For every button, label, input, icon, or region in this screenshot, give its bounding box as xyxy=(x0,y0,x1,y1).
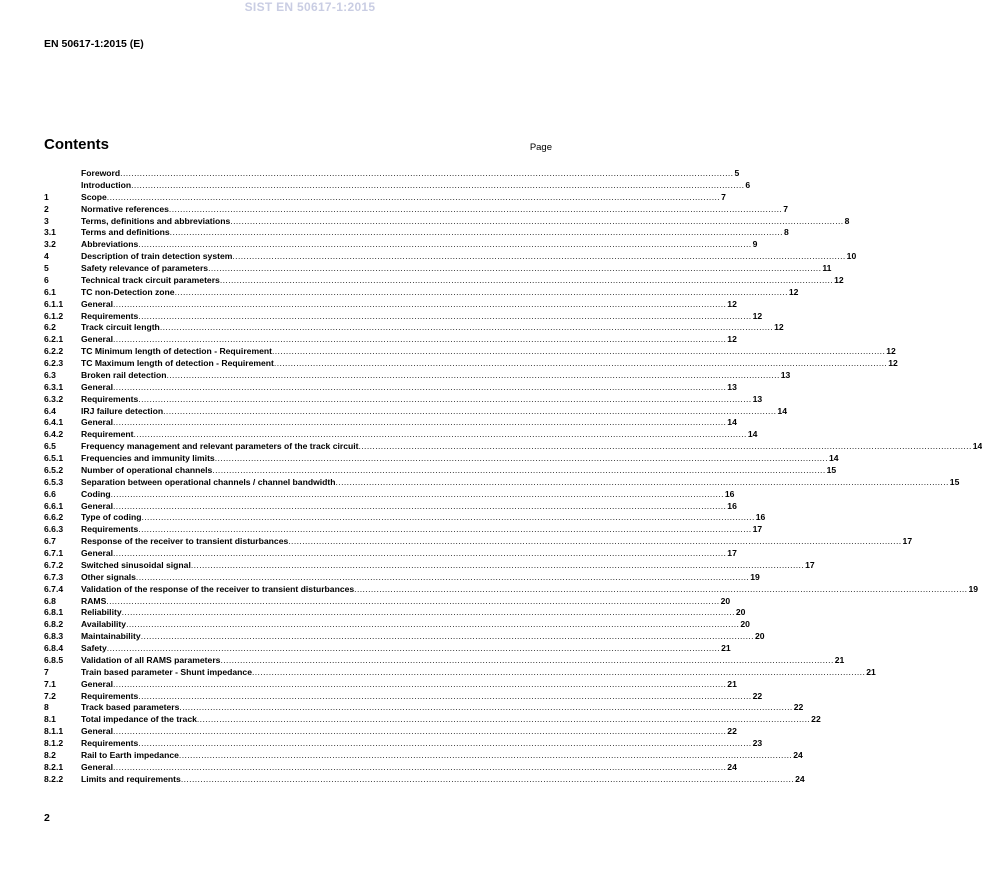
toc-entry[interactable] xyxy=(44,334,737,346)
toc-entry[interactable] xyxy=(44,595,731,608)
toc-entry-number: 6.2.2 xyxy=(44,346,64,357)
toc-entry[interactable] xyxy=(44,512,766,524)
toc-entry[interactable] xyxy=(44,678,737,691)
toc-entry[interactable] xyxy=(44,274,844,287)
toc-entry-number: 6.8.1 xyxy=(44,607,64,618)
toc-entry-number: 3.2 xyxy=(44,239,56,250)
toc-entry-title: Technical track circuit parameters xyxy=(81,274,220,285)
dot-leader: ............................................................................................................................................................................................................................ xyxy=(335,476,949,487)
toc-entry-page: 24 xyxy=(795,773,805,784)
toc-entry-number: 6.8.2 xyxy=(44,619,64,630)
toc-entry-title: General xyxy=(81,761,114,772)
toc-entry[interactable] xyxy=(44,358,898,370)
dot-leader: ............................................................................................................................................................................................................................ xyxy=(140,631,754,642)
toc-entry-number: 6.5.2 xyxy=(44,464,64,475)
toc-entry[interactable] xyxy=(44,179,751,192)
toc-entry-number: 7.2 xyxy=(44,690,56,701)
toc-entry-page: 19 xyxy=(968,583,979,594)
toc-entry-title: Type of coding xyxy=(81,512,142,523)
toc-entry-title: Number of operational channels xyxy=(81,464,213,475)
document-id: EN 50617-1:2015 (E) xyxy=(44,38,144,50)
dot-leader: ............................................................................................................................................................................................................................ xyxy=(106,643,721,653)
toc-entry-page: 13 xyxy=(780,369,791,380)
toc-entry-number: 7 xyxy=(44,666,49,677)
dot-leader: ............................................................................................................................................................................................................................ xyxy=(180,773,795,784)
toc-entry-title: Switched sinusoidal signal xyxy=(81,559,191,570)
dot-leader: ............................................................................................................................................................................................................................ xyxy=(138,239,752,250)
toc-entry-number: 6.7.3 xyxy=(44,571,64,582)
toc-entry[interactable] xyxy=(44,227,789,239)
toc-entry[interactable] xyxy=(44,571,760,584)
toc-entry[interactable] xyxy=(44,583,979,596)
toc-entry-page: 22 xyxy=(793,702,804,713)
toc-entry[interactable] xyxy=(44,536,913,548)
toc-entry-page: 9 xyxy=(752,239,758,250)
dot-leader: ............................................................................................................................................................................................................................ xyxy=(138,524,752,535)
toc-entry-number: 6.2.1 xyxy=(44,334,64,345)
dot-leader: ............................................................................................................................................................................................................................ xyxy=(138,310,752,321)
toc-entry-number: 6.6.3 xyxy=(44,524,64,535)
toc-entry-number: 2 xyxy=(44,203,49,214)
toc-entry[interactable] xyxy=(44,773,805,786)
dot-leader: ............................................................................................................................................................................................................................ xyxy=(273,358,888,368)
dot-leader: ............................................................................................................................................................................................................................ xyxy=(220,654,834,665)
toc-entry[interactable] xyxy=(44,654,845,667)
toc-entry-number: 3 xyxy=(44,215,49,226)
toc-entry-page: 22 xyxy=(752,690,763,701)
dot-leader: ............................................................................................................................................................................................................................ xyxy=(212,464,826,475)
toc-entry[interactable] xyxy=(44,369,791,382)
toc-entry-number: 6 xyxy=(44,274,49,285)
toc-entry-page: 16 xyxy=(724,488,735,499)
dot-leader: ............................................................................................................................................................................................................................ xyxy=(113,548,727,558)
toc-entry-title: Requirements xyxy=(81,524,139,535)
toc-entry-title: Track based parameters xyxy=(81,702,180,713)
toc-entry-page: 6 xyxy=(745,179,751,190)
toc-entry[interactable] xyxy=(44,310,763,323)
toc-entry-page: 12 xyxy=(888,358,898,368)
toc-entry[interactable] xyxy=(44,453,839,465)
dot-leader: ............................................................................................................................................................................................................................ xyxy=(251,666,866,677)
toc-entry-title: Availability xyxy=(81,619,127,630)
dot-leader: ............................................................................................................................................................................................................................ xyxy=(138,690,752,701)
toc-entry-number: 6.8.5 xyxy=(44,654,64,665)
toc-entry[interactable] xyxy=(44,488,735,501)
toc-entry-title: Description of train detection system xyxy=(81,251,233,262)
dot-leader: ............................................................................................................................................................................................................................ xyxy=(214,453,828,463)
table-of-contents xyxy=(44,168,982,786)
dot-leader: ............................................................................................................................................................................................................................ xyxy=(113,726,727,737)
toc-entry[interactable] xyxy=(44,702,804,714)
toc-entry-number: 6.1.1 xyxy=(44,298,64,309)
toc-entry-number: 6.1 xyxy=(44,286,56,297)
dot-leader: ............................................................................................................................................................................................................................ xyxy=(232,251,846,262)
toc-entry-page: 14 xyxy=(972,441,982,452)
toc-entry-number: 6.3.2 xyxy=(44,393,64,404)
toc-entry-page: 21 xyxy=(727,678,737,689)
dot-leader: ............................................................................................................................................................................................................................ xyxy=(106,595,720,606)
toc-entry[interactable] xyxy=(44,429,758,441)
toc-entry-page: 11 xyxy=(822,263,832,273)
toc-entry[interactable] xyxy=(44,168,740,180)
toc-entry-number: 4 xyxy=(44,251,49,262)
toc-entry-page: 17 xyxy=(805,559,815,570)
toc-entry-page: 14 xyxy=(727,417,737,428)
dot-leader: ............................................................................................................................................................................................................................ xyxy=(358,441,972,452)
toc-entry-number: 6.7.2 xyxy=(44,559,64,570)
toc-entry[interactable] xyxy=(44,203,788,216)
toc-entry[interactable] xyxy=(44,726,737,738)
dot-leader: ............................................................................................................................................................................................................................ xyxy=(131,179,745,190)
toc-entry-title: General xyxy=(81,334,114,345)
toc-entry-title: Validation of all RAMS parameters xyxy=(81,654,221,665)
dot-leader: ............................................................................................................................................................................................................................ xyxy=(168,203,783,214)
toc-entry-title: Broken rail detection xyxy=(81,369,167,380)
dot-leader: ............................................................................................................................................................................................................................ xyxy=(121,607,735,618)
toc-entry-title: Foreword xyxy=(81,168,121,178)
toc-entry-number: 8 xyxy=(44,702,49,713)
toc-entry-page: 22 xyxy=(727,726,737,737)
toc-entry-page: 5 xyxy=(734,168,740,178)
toc-entry-page: 12 xyxy=(752,310,763,321)
toc-entry-title: Reliability xyxy=(81,607,122,618)
toc-entry[interactable] xyxy=(44,476,960,489)
toc-entry-title: Requirements xyxy=(81,310,139,321)
toc-entry-number: 6.7.4 xyxy=(44,583,64,594)
toc-entry-title: General xyxy=(81,548,114,558)
toc-entry-title: RAMS xyxy=(81,595,107,606)
toc-entry-page: 7 xyxy=(721,191,726,202)
toc-entry-page: 24 xyxy=(727,761,737,772)
toc-entry[interactable] xyxy=(44,631,765,643)
toc-entry[interactable] xyxy=(44,738,763,750)
toc-entry-title: Track circuit length xyxy=(81,322,160,333)
dot-leader: ............................................................................................................................................................................................................................ xyxy=(106,191,721,202)
toc-entry-number: 8.1.2 xyxy=(44,738,64,748)
toc-entry-number: 6.4.2 xyxy=(44,429,64,440)
toc-entry[interactable] xyxy=(44,381,737,394)
toc-entry-title: Introduction xyxy=(81,179,132,190)
toc-entry[interactable] xyxy=(44,690,763,703)
dot-leader: ............................................................................................................................................................................................................................ xyxy=(135,571,750,582)
toc-entry-page: 12 xyxy=(886,346,896,357)
dot-leader: ............................................................................................................................................................................................................................ xyxy=(230,215,844,226)
dot-leader: ............................................................................................................................................................................................................................ xyxy=(113,298,727,309)
dot-leader: ............................................................................................................................................................................................................................ xyxy=(126,619,740,630)
toc-entry-number: 8.2 xyxy=(44,749,56,760)
toc-entry-number: 6.7 xyxy=(44,536,56,547)
dot-leader: ............................................................................................................................................................................................................................ xyxy=(179,702,793,713)
toc-entry-page: 23 xyxy=(752,738,763,748)
dot-leader: ............................................................................................................................................................................................................................ xyxy=(113,500,727,511)
toc-entry-page: 20 xyxy=(735,607,746,618)
toc-entry-page: 17 xyxy=(902,536,913,547)
toc-entry-title: Rail to Earth impedance xyxy=(81,749,179,760)
toc-entry-page: 16 xyxy=(755,512,766,523)
dot-leader: ............................................................................................................................................................................................................................ xyxy=(113,334,727,345)
toc-entry-number: 8.1 xyxy=(44,714,56,725)
toc-entry-page: 13 xyxy=(752,393,763,404)
toc-entry-number: 8.2.1 xyxy=(44,761,64,772)
toc-entry-page: 8 xyxy=(783,227,789,238)
dot-leader: ............................................................................................................................................................................................................................ xyxy=(178,749,793,760)
toc-entry-title: Maintainability xyxy=(81,631,141,642)
toc-entry-title: General xyxy=(81,678,114,689)
toc-entry[interactable] xyxy=(44,405,787,418)
toc-entry-number: 6.6.1 xyxy=(44,500,64,511)
toc-entry-title: General xyxy=(81,500,114,511)
toc-entry-page: 7 xyxy=(783,203,788,214)
toc-entry-title: IRJ failure detection xyxy=(81,405,164,416)
toc-entry-title: Requirement xyxy=(81,429,134,440)
toc-entry-title: Limits and requirements xyxy=(81,773,181,784)
toc-entry[interactable] xyxy=(44,346,896,358)
toc-entry-page: 24 xyxy=(793,749,803,760)
toc-entry-number: 6.5.3 xyxy=(44,476,64,487)
toc-entry-title: General xyxy=(81,381,114,392)
toc-entry-number: 6.6.2 xyxy=(44,512,64,523)
toc-entry-number: 8.2.2 xyxy=(44,773,64,784)
toc-entry-page: 14 xyxy=(777,405,787,416)
toc-entry-page: 14 xyxy=(829,453,839,463)
toc-entry-title: Validation of the response of the receiver to transient disturbances xyxy=(81,583,355,594)
toc-entry-title: Response of the receiver to transient disturbances xyxy=(81,536,289,547)
dot-leader: ............................................................................................................................................................................................................................ xyxy=(163,405,777,416)
dot-leader: ............................................................................................................................................................................................................................ xyxy=(166,369,780,380)
toc-entry[interactable] xyxy=(44,666,876,679)
toc-entry[interactable] xyxy=(44,215,850,228)
toc-entry-number: 6.8 xyxy=(44,595,56,606)
toc-entry-number: 6.5.1 xyxy=(44,453,64,463)
contents-title: Contents xyxy=(44,136,109,153)
toc-entry-number: 3.1 xyxy=(44,227,56,238)
toc-entry-page: 13 xyxy=(727,381,737,392)
toc-entry-title: Terms and definitions xyxy=(81,227,170,238)
dot-leader: ............................................................................................................................................................................................................................ xyxy=(174,286,788,297)
toc-entry-page: 21 xyxy=(866,666,876,677)
toc-entry-page: 10 xyxy=(846,251,857,262)
toc-entry-page: 17 xyxy=(752,524,763,535)
dot-leader: ............................................................................................................................................................................................................................ xyxy=(288,536,902,547)
dot-leader: ............................................................................................................................................................................................................................ xyxy=(271,346,886,357)
toc-entry-title: Normative references xyxy=(81,203,169,214)
toc-entry-number: 1 xyxy=(44,191,49,202)
toc-entry-number: 6.3.1 xyxy=(44,381,64,392)
toc-entry-title: Separation between operational channels / channel bandwidth xyxy=(81,476,336,487)
toc-entry-title: Frequency management and relevant parameters of the track circuit xyxy=(81,441,359,452)
toc-entry-title: Safety relevance of parameters xyxy=(81,263,209,273)
toc-entry-page: 17 xyxy=(727,548,737,558)
dot-leader: ............................................................................................................................................................................................................................ xyxy=(113,761,727,772)
toc-entry-title: Other signals xyxy=(81,571,136,582)
toc-entry[interactable] xyxy=(44,548,737,560)
toc-entry[interactable] xyxy=(44,500,737,513)
toc-entry-number: 6.8.3 xyxy=(44,631,64,642)
toc-entry-number: 6.4.1 xyxy=(44,417,64,428)
toc-entry-page: 12 xyxy=(774,322,784,333)
toc-entry-title: Coding xyxy=(81,488,111,499)
toc-entry-page: 12 xyxy=(788,286,799,297)
toc-entry-page: 19 xyxy=(750,571,760,582)
toc-entry-number: 6.3 xyxy=(44,369,56,380)
dot-leader: ............................................................................................................................................................................................................................ xyxy=(113,381,727,392)
dot-leader: ............................................................................................................................................................................................................................ xyxy=(141,512,755,523)
toc-entry-title: Requirements xyxy=(81,393,139,404)
page-column-heading: Page xyxy=(529,142,552,153)
toc-entry-number: 6.2 xyxy=(44,322,56,333)
dot-leader: ............................................................................................................................................................................................................................ xyxy=(208,263,822,273)
toc-entry-page: 16 xyxy=(727,500,737,511)
toc-entry-number: 6.6 xyxy=(44,488,56,499)
toc-entry-title: Train based parameter - Shunt impedance xyxy=(81,666,252,677)
toc-entry[interactable] xyxy=(44,322,784,334)
dot-leader: ............................................................................................................................................................................................................................ xyxy=(113,678,727,689)
toc-entry-title: General xyxy=(81,417,114,428)
toc-entry[interactable] xyxy=(44,607,746,619)
toc-entry-page: 12 xyxy=(834,274,844,285)
toc-entry-number: 6.4 xyxy=(44,405,56,416)
toc-entry[interactable] xyxy=(44,559,815,572)
toc-entry-number: 6.5 xyxy=(44,441,56,452)
dot-leader: ............................................................................................................................................................................................................................ xyxy=(133,429,747,440)
watermark: SIST EN 50617-1:2015 xyxy=(244,0,376,14)
toc-entry-page: 22 xyxy=(811,714,821,725)
toc-entry[interactable] xyxy=(44,619,750,631)
page-number: 2 xyxy=(44,812,50,824)
toc-entry-number: 5 xyxy=(44,263,49,273)
toc-entry[interactable] xyxy=(44,464,837,477)
toc-entry[interactable] xyxy=(44,761,737,774)
toc-entry[interactable] xyxy=(44,191,726,204)
toc-entry[interactable] xyxy=(44,263,832,275)
toc-entry-title: TC Maximum length of detection - Requirement xyxy=(81,358,274,368)
dot-leader: ............................................................................................................................................................................................................................ xyxy=(138,393,752,404)
toc-entry-title: Terms, definitions and abbreviations xyxy=(81,215,231,226)
toc-entry-number: 6.2.3 xyxy=(44,358,64,368)
toc-entry-page: 12 xyxy=(727,298,737,309)
dot-leader: ............................................................................................................................................................................................................................ xyxy=(169,227,783,238)
toc-entry-title: Scope xyxy=(81,191,107,202)
toc-entry[interactable] xyxy=(44,524,763,536)
toc-entry-number: 8.1.1 xyxy=(44,726,64,737)
toc-entry-page: 20 xyxy=(740,619,750,630)
dot-leader: ............................................................................................................................................................................................................................ xyxy=(354,583,968,594)
toc-entry-title: TC non-Detection zone xyxy=(81,286,175,297)
toc-entry-title: Requirements xyxy=(81,738,139,748)
toc-entry-title: TC Minimum length of detection - Requirement xyxy=(81,346,272,357)
dot-leader: ............................................................................................................................................................................................................................ xyxy=(219,274,834,285)
toc-entry-page: 15 xyxy=(826,464,837,475)
toc-entry-page: 20 xyxy=(754,631,765,642)
toc-entry-number: 6.7.1 xyxy=(44,548,64,558)
toc-entry[interactable] xyxy=(44,298,737,311)
dot-leader: ............................................................................................................................................................................................................................ xyxy=(120,168,734,178)
toc-entry[interactable] xyxy=(44,239,758,251)
toc-entry[interactable] xyxy=(44,286,799,299)
toc-entry-page: 8 xyxy=(844,215,850,226)
toc-entry-title: General xyxy=(81,298,114,309)
toc-entry-number: 6.1.2 xyxy=(44,310,64,321)
dot-leader: ............................................................................................................................................................................................................................ xyxy=(110,488,724,499)
dot-leader: ............................................................................................................................................................................................................................ xyxy=(159,322,774,333)
toc-entry[interactable] xyxy=(44,393,763,406)
toc-entry[interactable] xyxy=(44,643,731,655)
toc-entry-page: 20 xyxy=(720,595,731,606)
toc-entry[interactable] xyxy=(44,714,821,726)
toc-entry-title: Abbreviations xyxy=(81,239,139,250)
toc-entry[interactable] xyxy=(44,251,857,263)
toc-entry-number: 6.8.4 xyxy=(44,643,64,653)
toc-entry-page: 12 xyxy=(727,334,737,345)
toc-entry-page: 21 xyxy=(834,654,845,665)
toc-entry-page: 14 xyxy=(747,429,758,440)
toc-entry-number: 7.1 xyxy=(44,678,56,689)
toc-entry-title: Safety xyxy=(81,643,107,653)
dot-leader: ............................................................................................................................................................................................................................ xyxy=(196,714,811,725)
toc-entry-title: General xyxy=(81,726,114,737)
toc-entry-title: Requirements xyxy=(81,690,139,701)
toc-entry[interactable] xyxy=(44,441,982,453)
toc-entry[interactable] xyxy=(44,749,803,762)
dot-leader: ............................................................................................................................................................................................................................ xyxy=(190,559,805,570)
toc-entry-title: Frequencies and immunity limits xyxy=(81,453,215,463)
toc-entry-page: 15 xyxy=(949,476,960,487)
toc-entry-title: Total impedance of the track xyxy=(81,714,197,725)
dot-leader: ............................................................................................................................................................................................................................ xyxy=(138,738,752,748)
dot-leader: ............................................................................................................................................................................................................................ xyxy=(113,417,727,428)
toc-entry-page: 21 xyxy=(721,643,731,653)
toc-entry[interactable] xyxy=(44,417,737,429)
